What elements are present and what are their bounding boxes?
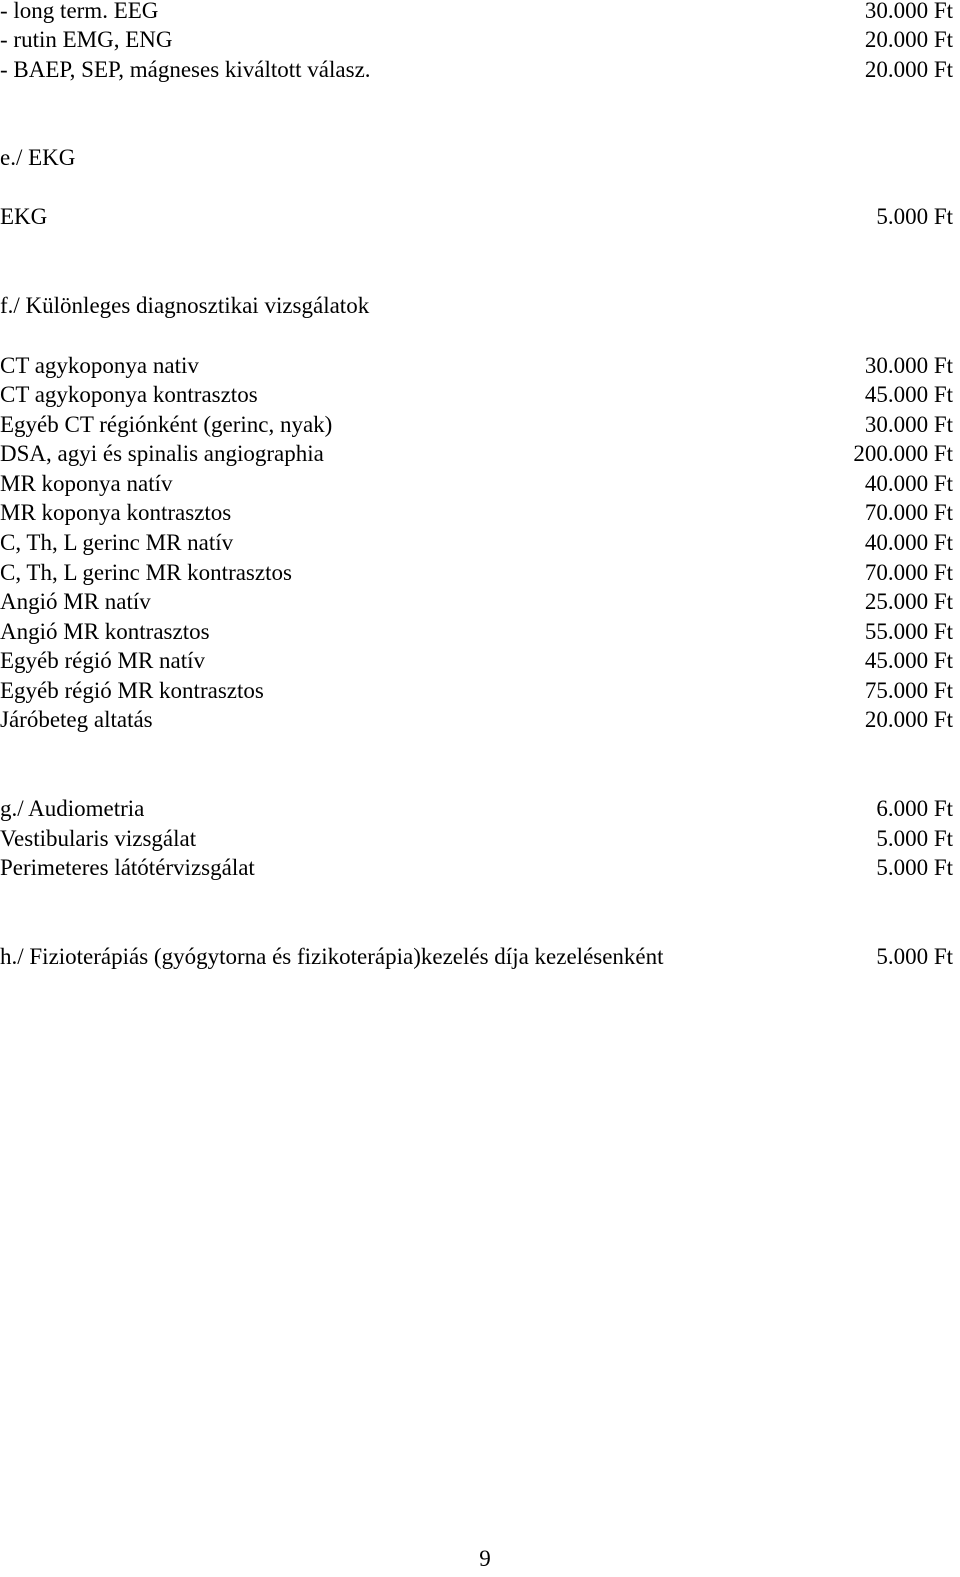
item-label: g./ Audiometria [0, 796, 145, 821]
price-row [0, 351, 953, 381]
price-row [0, 646, 953, 676]
item-label: Járóbeteg altatás [0, 707, 153, 732]
price-row [0, 55, 953, 85]
item-label: - long term. EEG [0, 0, 159, 23]
price-row [0, 824, 953, 854]
section-heading [0, 291, 953, 321]
item-price: 75.000 Ft [864, 678, 953, 703]
item-price: 30.000 Ft [864, 0, 953, 23]
price-row [0, 705, 953, 735]
item-label: CT agykoponya kontrasztos [0, 382, 258, 407]
item-price: 5.000 Ft [876, 944, 953, 969]
item-price: 20.000 Ft [864, 57, 953, 82]
item-label: MR koponya kontrasztos [0, 500, 232, 525]
page-number: 9 [479, 1546, 491, 1571]
item-price: 5.000 Ft [876, 204, 953, 229]
price-row [0, 410, 953, 440]
section-e-heading: e./ EKG [0, 145, 76, 170]
item-label: - BAEP, SEP, mágneses kiváltott válasz. [0, 57, 371, 82]
item-label: MR koponya natív [0, 471, 173, 496]
item-price: 20.000 Ft [864, 27, 953, 52]
price-row [0, 794, 953, 824]
item-label: C, Th, L gerinc MR natív [0, 530, 234, 555]
item-price: 20.000 Ft [864, 707, 953, 732]
item-price: 45.000 Ft [864, 382, 953, 407]
price-row [0, 587, 953, 617]
item-price: 70.000 Ft [864, 560, 953, 585]
price-row [0, 25, 953, 55]
price-row [0, 498, 953, 528]
item-price: 25.000 Ft [864, 589, 953, 614]
item-price: 5.000 Ft [876, 855, 953, 880]
item-label: DSA, agyi és spinalis angiographia [0, 441, 324, 466]
price-row [0, 853, 953, 883]
item-price: 55.000 Ft [864, 619, 953, 644]
item-label: Egyéb CT régiónként (gerinc, nyak) [0, 412, 333, 437]
item-label: Angió MR kontrasztos [0, 619, 210, 644]
price-row [0, 202, 953, 232]
item-price: 6.000 Ft [876, 796, 953, 821]
price-row [0, 380, 953, 410]
price-row [0, 558, 953, 588]
price-row [0, 0, 953, 26]
item-price: 40.000 Ft [864, 471, 953, 496]
item-label: C, Th, L gerinc MR kontrasztos [0, 560, 292, 585]
item-price: 30.000 Ft [864, 412, 953, 437]
price-row [0, 617, 953, 647]
item-label: Perimeteres látótérvizsgálat [0, 855, 255, 880]
item-label: h./ Fizioterápiás (gyógytorna és fizikoterápia)kezelés díja kezelésenként [0, 944, 664, 969]
price-row [0, 942, 953, 972]
item-price: 70.000 Ft [864, 500, 953, 525]
price-row [0, 676, 953, 706]
price-row [0, 439, 953, 469]
item-label: CT agykoponya nativ [0, 353, 199, 378]
item-price: 5.000 Ft [876, 826, 953, 851]
item-label: Vestibularis vizsgálat [0, 826, 197, 851]
item-price: 200.000 Ft [853, 441, 953, 466]
item-price: 30.000 Ft [864, 353, 953, 378]
item-price: 45.000 Ft [864, 648, 953, 673]
item-label: Egyéb régió MR kontrasztos [0, 678, 264, 703]
item-label: EKG [0, 204, 48, 229]
price-row [0, 528, 953, 558]
section-heading [0, 143, 953, 173]
item-label: Egyéb régió MR natív [0, 648, 206, 673]
item-price: 40.000 Ft [864, 530, 953, 555]
item-label: - rutin EMG, ENG [0, 27, 173, 52]
section-f-heading: f./ Különleges diagnosztikai vizsgálatok [0, 293, 370, 318]
item-label: Angió MR natív [0, 589, 151, 614]
price-row [0, 469, 953, 499]
